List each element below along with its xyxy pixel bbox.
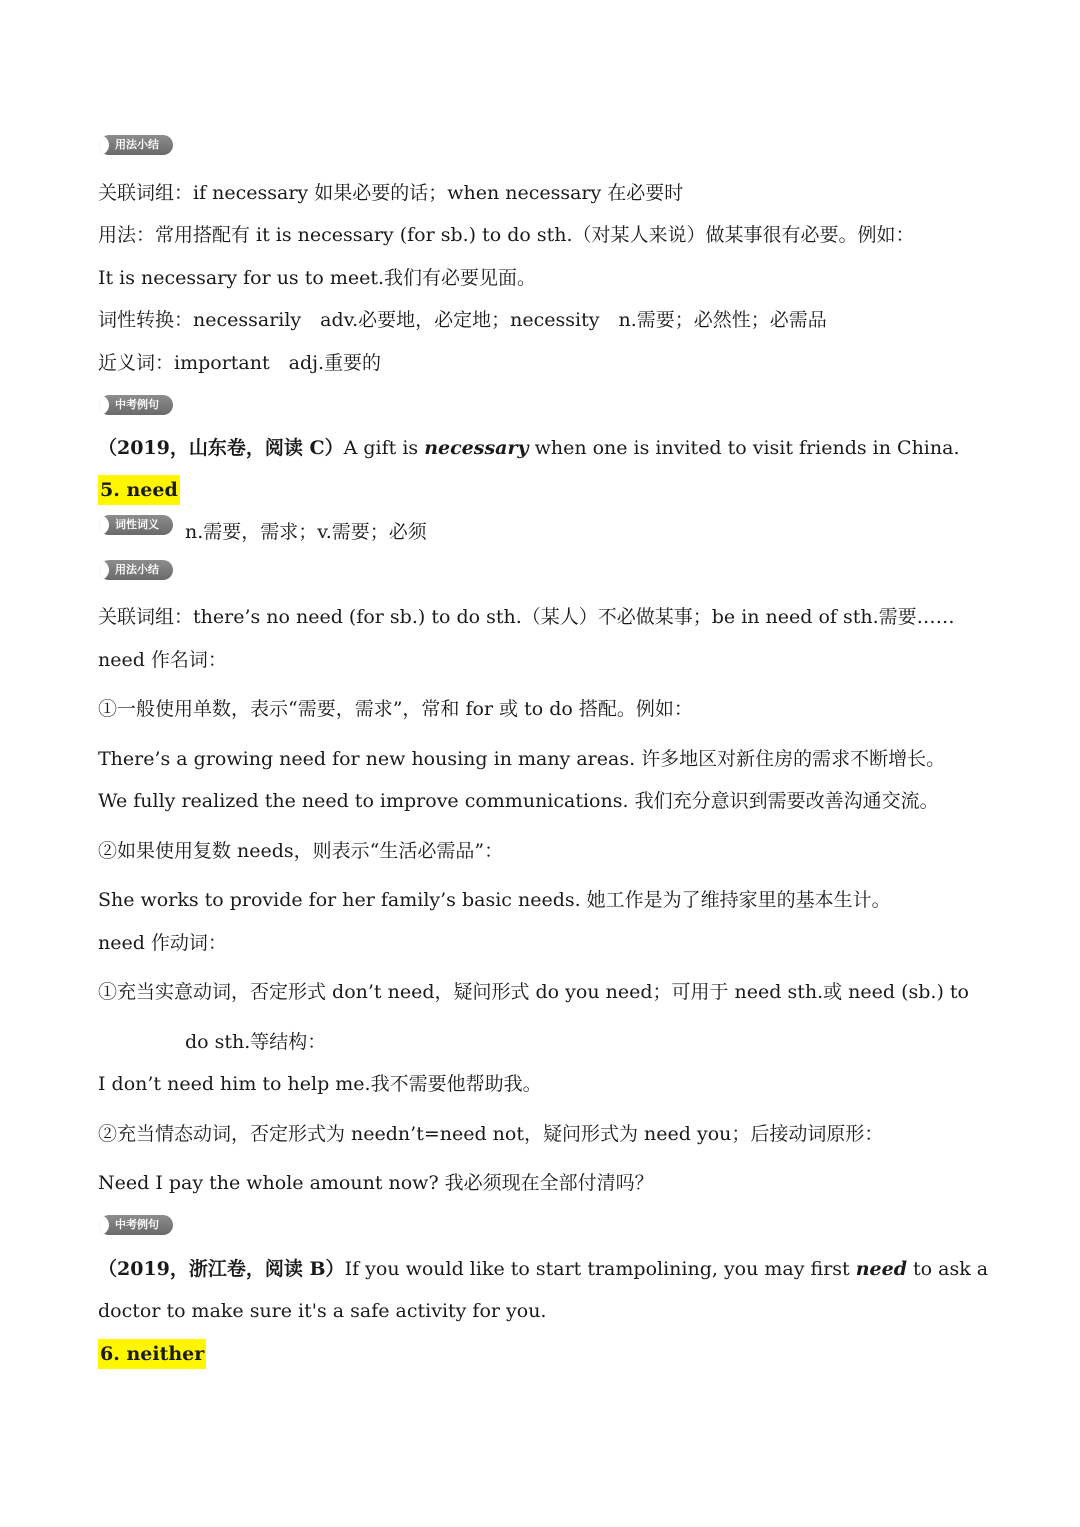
necessary-phrases: 关联词组：if necessary 如果必要的话；when necessary 在必要时 [98,182,684,204]
keyword: necessary [424,437,529,459]
usage-summary-badge: 用法小结 [99,560,173,580]
need-meaning: n.需要，需求；v.需要；必须 [185,521,427,543]
necessary-example: It is necessary for us to meet.我们有必要见面。 [98,267,537,289]
need-as-verb: need 作动词： [98,932,227,954]
exam-source: （2019，浙江卷，阅读 B） [98,1258,345,1280]
meaning-badge: 词性词义 [99,515,173,535]
usage-summary-badge: 用法小结 [99,135,173,155]
need-verb-1: ①充当实意动词，否定形式 don’t need，疑问形式 do you need；可用于 need sth.或 need (sb.) to [98,981,969,1003]
keyword: need [855,1258,907,1280]
need-noun-2: ②如果使用复数 needs，则表示“生活必需品”： [98,840,504,862]
need-phrases: 关联词组：there’s no need (for sb.) to do sth.（某人）不必做某事；be in need of sth.需要…… [98,606,955,628]
necessary-exam-sentence: （2019，山东卷，阅读 C）A gift is necessary when one is invited to visit friends in China. [98,437,960,459]
section-heading-need: 5. need [98,475,180,505]
exam-source: （2019，山东卷，阅读 C） [98,437,344,459]
need-noun-example-2: We fully realized the need to improve communications. 我们充分意识到需要改善沟通交流。 [98,790,939,812]
necessary-usage: 用法：常用搭配有 it is necessary (for sb.) to do sth.（对某人来说）做某事很有必要。例如： [98,224,915,246]
need-noun-example-3: She works to provide for her family’s basic needs. 她工作是为了维持家里的基本生计。 [98,889,891,911]
need-verb-1-cont: do sth.等结构： [185,1031,327,1053]
need-noun-example-1: There’s a growing need for new housing in many areas. 许多地区对新住房的需求不断增长。 [98,748,946,770]
need-noun-1: ①一般使用单数，表示“需要，需求”，常和 for 或 to do 搭配。例如： [98,698,693,720]
need-as-noun: need 作名词： [98,649,227,671]
exam-example-badge: 中考例句 [99,395,173,415]
necessary-conversion: 词性转换：necessarily adv.必要地，必定地；necessity n.需要；必然性；必需品 [98,309,827,331]
need-verb-2: ②充当情态动词，否定形式为 needn’t=need not，疑问形式为 need you；后接动词原形： [98,1123,884,1145]
exam-example-badge: 中考例句 [99,1215,173,1235]
necessary-synonym: 近义词：important adj.重要的 [98,352,382,374]
need-verb-example-1: I don’t need him to help me.我不需要他帮助我。 [98,1073,542,1095]
need-verb-example-2: Need I pay the whole amount now? 我必须现在全部付清吗？ [98,1172,654,1194]
need-exam-sentence: （2019，浙江卷，阅读 B）If you would like to start trampolining, you may first need to ask a doctor to make sure it's a safe activity for you. [98,1258,989,1322]
section-heading-neither: 6. neither [98,1339,206,1369]
